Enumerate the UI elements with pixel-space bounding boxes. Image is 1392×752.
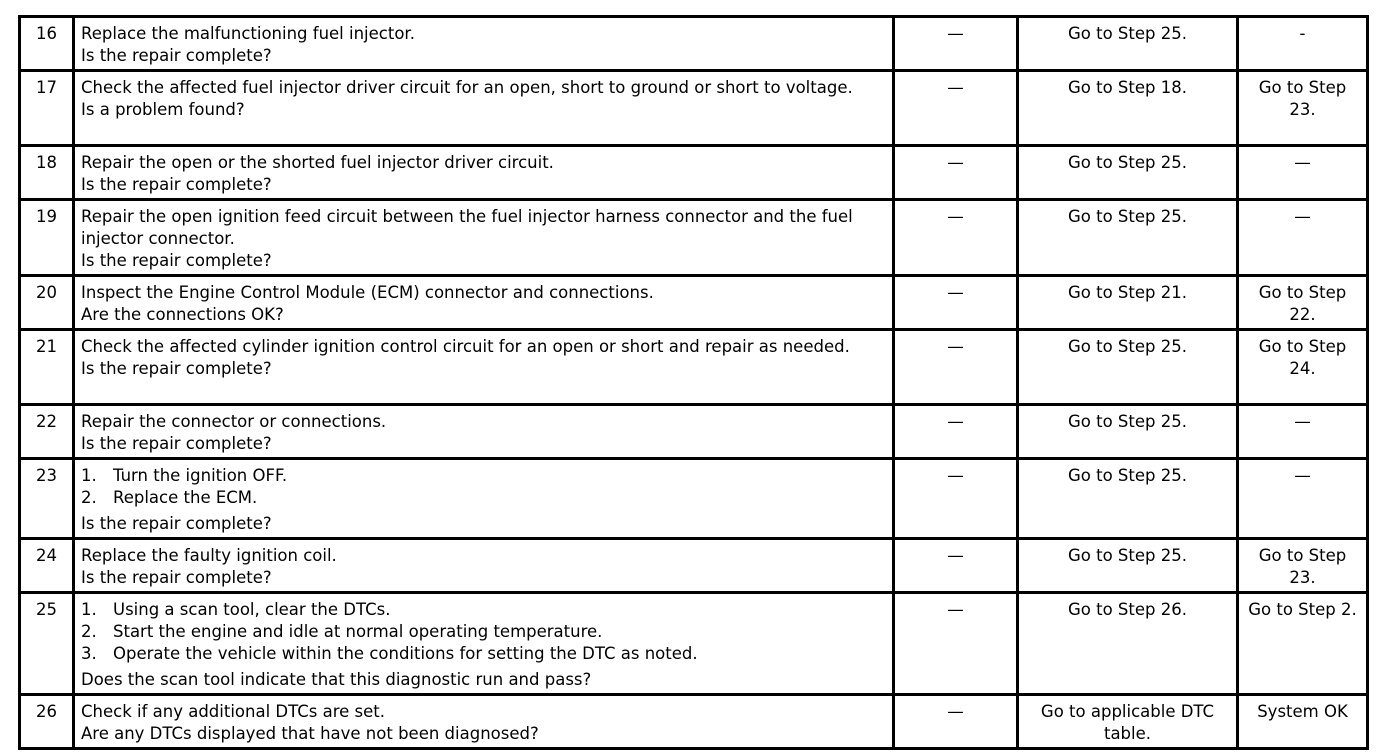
- step-no: Go to Step 2.: [1238, 593, 1368, 695]
- step-number: 22: [20, 405, 74, 459]
- step-no: Go to Step 23.: [1238, 71, 1368, 146]
- step-action: [74, 330, 894, 405]
- step-value: —: [894, 146, 1018, 200]
- action-question: Is the repair complete?: [81, 514, 272, 533]
- step-action: [74, 200, 894, 276]
- step-yes: Go to applicable DTC table.: [1018, 695, 1238, 749]
- step-no: Go to Step 24.: [1238, 330, 1368, 405]
- action-line: Replace the malfunctioning fuel injector.: [81, 24, 415, 43]
- step-yes: Go to Step 25.: [1018, 459, 1238, 539]
- step-value: —: [894, 200, 1018, 276]
- action-question: Is the repair complete?: [81, 359, 272, 378]
- action-question: Is the repair complete?: [81, 46, 272, 65]
- step-number: 20: [20, 276, 74, 330]
- action-line: Repair the connector or connections.: [81, 412, 387, 431]
- action-question: Is the repair complete?: [81, 251, 272, 270]
- step-value: —: [894, 330, 1018, 405]
- step-action: [74, 459, 894, 539]
- table-row: [20, 200, 1368, 276]
- step-number: 19: [20, 200, 74, 276]
- step-yes: Go to Step 25.: [1018, 405, 1238, 459]
- step-no: —: [1238, 146, 1368, 200]
- step-no: System OK: [1238, 695, 1368, 749]
- action-line: Repair the open ignition feed circuit between the fuel injector harness connector and the fuel injector connector.: [81, 207, 853, 248]
- table-row: [20, 405, 1368, 459]
- substep-list: [81, 465, 886, 509]
- diagnostic-steps-table: [18, 15, 1369, 750]
- step-number: 25: [20, 593, 74, 695]
- substep: 1. Using a scan tool, clear the DTCs.: [81, 600, 391, 619]
- step-yes: Go to Step 25.: [1018, 200, 1238, 276]
- step-number: 21: [20, 330, 74, 405]
- step-number: 16: [20, 17, 74, 71]
- step-action: [74, 17, 894, 71]
- step-number: 17: [20, 71, 74, 146]
- action-question: Does the scan tool indicate that this diagnostic run and pass?: [81, 670, 592, 689]
- step-yes: Go to Step 25.: [1018, 539, 1238, 593]
- step-no: -: [1238, 17, 1368, 71]
- action-line: Replace the faulty ignition coil.: [81, 546, 337, 565]
- step-action: [74, 71, 894, 146]
- action-question: Is a problem found?: [81, 100, 245, 119]
- step-action: [74, 593, 894, 695]
- action-question: Is the repair complete?: [81, 175, 272, 194]
- step-number: 26: [20, 695, 74, 749]
- step-no: —: [1238, 405, 1368, 459]
- table-row: [20, 146, 1368, 200]
- table-row: [20, 459, 1368, 539]
- step-value: —: [894, 695, 1018, 749]
- substep: 2. Start the engine and idle at normal operating temperature.: [81, 622, 603, 641]
- action-line: Check if any additional DTCs are set.: [81, 702, 385, 721]
- substep: 2. Replace the ECM.: [81, 488, 258, 507]
- table-row: [20, 276, 1368, 330]
- table-row: [20, 330, 1368, 405]
- step-value: —: [894, 276, 1018, 330]
- substep: 1. Turn the ignition OFF.: [81, 466, 288, 485]
- table-row: [20, 593, 1368, 695]
- step-value: —: [894, 459, 1018, 539]
- action-question: Are any DTCs displayed that have not been diagnosed?: [81, 724, 539, 743]
- table-row: [20, 539, 1368, 593]
- table-row: [20, 17, 1368, 71]
- step-action: [74, 539, 894, 593]
- table-row: [20, 71, 1368, 146]
- action-question: Is the repair complete?: [81, 568, 272, 587]
- action-question: Is the repair complete?: [81, 434, 272, 453]
- step-yes: Go to Step 25.: [1018, 330, 1238, 405]
- step-no: —: [1238, 200, 1368, 276]
- step-yes: Go to Step 25.: [1018, 17, 1238, 71]
- table-row: [20, 695, 1368, 749]
- step-number: 24: [20, 539, 74, 593]
- step-yes: Go to Step 18.: [1018, 71, 1238, 146]
- step-value: —: [894, 17, 1018, 71]
- action-line: Check the affected fuel injector driver circuit for an open, short to ground or short to voltage.: [81, 78, 853, 97]
- step-value: —: [894, 539, 1018, 593]
- step-number: 18: [20, 146, 74, 200]
- step-action: [74, 695, 894, 749]
- step-action: [74, 405, 894, 459]
- step-action: [74, 146, 894, 200]
- action-line: Repair the open or the shorted fuel injector driver circuit.: [81, 153, 554, 172]
- substep: 3. Operate the vehicle within the conditions for setting the DTC as noted.: [81, 644, 698, 663]
- step-yes: Go to Step 26.: [1018, 593, 1238, 695]
- step-value: —: [894, 593, 1018, 695]
- step-action: [74, 276, 894, 330]
- step-value: —: [894, 71, 1018, 146]
- action-question: Are the connections OK?: [81, 305, 284, 324]
- step-yes: Go to Step 25.: [1018, 146, 1238, 200]
- action-line: Check the affected cylinder ignition control circuit for an open or short and repair as needed.: [81, 337, 850, 356]
- step-no: Go to Step 23.: [1238, 539, 1368, 593]
- substep-list: [81, 599, 886, 665]
- step-yes: Go to Step 21.: [1018, 276, 1238, 330]
- step-no: —: [1238, 459, 1368, 539]
- step-value: —: [894, 405, 1018, 459]
- step-number: 23: [20, 459, 74, 539]
- step-no: Go to Step 22.: [1238, 276, 1368, 330]
- action-line: Inspect the Engine Control Module (ECM) connector and connections.: [81, 283, 654, 302]
